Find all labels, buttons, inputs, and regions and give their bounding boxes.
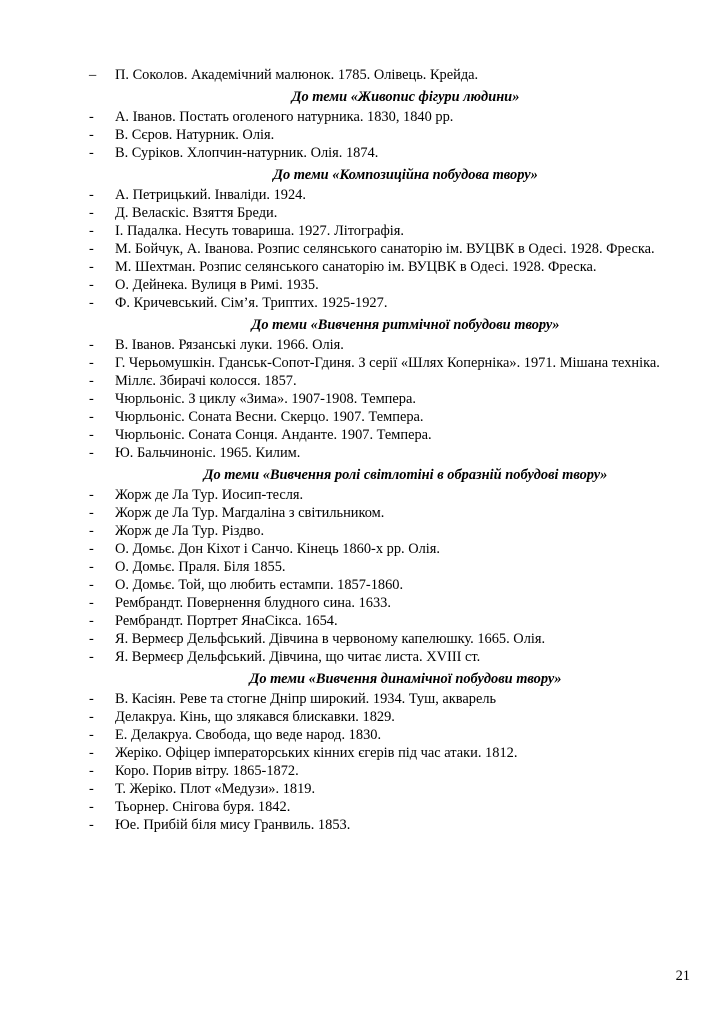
list-item-text: Жорж де Ла Тур. Иосип-тесля. <box>115 487 304 503</box>
list-item-text: В. Іванов. Рязанські луки. 1966. Олія. <box>115 337 344 353</box>
list-bullet: - <box>89 505 94 521</box>
list-item <box>88 558 689 576</box>
list-item-text: О. Домьє. Дон Кіхот і Санчо. Кінець 1860-х рр. Олія. <box>115 541 441 557</box>
bibliography-list <box>88 66 689 834</box>
list-item <box>88 780 689 798</box>
list-bullet: - <box>89 187 94 203</box>
list-bullet: - <box>89 205 94 221</box>
list-item-text: Жеріко. Офіцер імператорських кінних єгерів під час атаки. 1812. <box>115 745 518 761</box>
list-item-text: Чюрльоніс. Соната Весни. Скерцо. 1907. Темпера. <box>115 409 424 425</box>
list-bullet: - <box>89 487 94 503</box>
list-item <box>88 186 689 204</box>
list-bullet: - <box>89 355 94 371</box>
list-item <box>88 816 689 834</box>
list-bullet: - <box>89 613 94 629</box>
list-bullet: - <box>89 259 94 275</box>
list-bullet: – <box>89 67 97 83</box>
list-item-text: В. Сєров. Натурник. Олія. <box>115 127 275 143</box>
list-item <box>88 126 689 144</box>
list-item <box>88 144 689 162</box>
list-item <box>88 522 689 540</box>
list-item <box>88 762 689 780</box>
list-bullet: - <box>89 223 94 239</box>
list-item-text: О. Домьє. Праля. Біля 1855. <box>115 559 286 575</box>
list-item-text: Д. Веласкіс. Взяття Бреди. <box>115 205 278 221</box>
list-item-text: Т. Жеріко. Плот «Медузи». 1819. <box>115 781 316 797</box>
list-item-text: А. Іванов. Постать оголеного натурника. 1830, 1840 рр. <box>115 109 454 125</box>
list-bullet: - <box>89 631 94 647</box>
list-item <box>88 222 689 240</box>
list-item-text: Жорж де Ла Тур. Магдаліна з світильником. <box>115 505 385 521</box>
list-item-text: О. Домьє. Той, що любить естампи. 1857-1860. <box>115 577 404 593</box>
list-item <box>88 108 689 126</box>
section-heading: До теми «Вивчення динамічної побудови твору» <box>249 671 562 687</box>
list-bullet: - <box>89 763 94 779</box>
list-bullet: - <box>89 427 94 443</box>
list-bullet: - <box>89 709 94 725</box>
list-bullet: - <box>89 817 94 833</box>
list-item <box>88 444 689 462</box>
list-bullet: - <box>89 295 94 311</box>
list-item-text: П. Соколов. Академічний малюнок. 1785. Олівець. Крейда. <box>115 67 479 83</box>
list-item-text: Я. Вермеєр Дельфський. Дівчина в червоному капелюшку. 1665. Олія. <box>115 631 546 647</box>
list-item-text: Ю. Бальчиноніс. 1965. Килим. <box>115 445 301 461</box>
list-item <box>88 336 689 354</box>
list-item <box>88 630 689 648</box>
list-item <box>88 576 689 594</box>
list-item-text: Чюрльоніс. Соната Сонця. Анданте. 1907. Темпера. <box>115 427 432 443</box>
list-item-text: Чюрльоніс. З циклу «Зима». 1907-1908. Темпера. <box>115 391 416 407</box>
list-item <box>88 612 689 630</box>
list-item-text: О. Дейнека. Вулиця в Римі. 1935. <box>115 277 319 293</box>
list-item <box>88 648 689 666</box>
list-item-text: Г. Черьомушкін. Гданськ-Сопот-Гдиня. З серії «Шлях Коперніка». 1971. Мішана техніка. <box>115 355 660 371</box>
list-bullet: - <box>89 145 94 161</box>
list-item <box>88 408 689 426</box>
list-item <box>88 240 689 258</box>
list-bullet: - <box>89 409 94 425</box>
list-bullet: - <box>89 109 94 125</box>
section-heading: До теми «Вивчення ритмічної побудови твору» <box>251 317 560 333</box>
list-item <box>88 540 689 558</box>
list-bullet: - <box>89 373 94 389</box>
list-item-text: Юе. Прибій біля мису Гранвиль. 1853. <box>115 817 351 833</box>
section-heading: До теми «Композиційна побудова твору» <box>273 167 538 183</box>
list-bullet: - <box>89 727 94 743</box>
list-bullet: - <box>89 391 94 407</box>
list-item-text: Ф. Кричевський. Сім’я. Триптих. 1925-1927. <box>115 295 388 311</box>
list-item <box>88 204 689 222</box>
list-item <box>88 594 689 612</box>
list-item-text: І. Падалка. Несуть товариша. 1927. Літографія. <box>115 223 405 239</box>
list-item <box>88 690 689 708</box>
list-bullet: - <box>89 523 94 539</box>
list-item <box>88 354 689 372</box>
section-heading: До теми «Живопис фігури людини» <box>291 89 520 105</box>
list-item <box>88 372 689 390</box>
list-bullet: - <box>89 691 94 707</box>
list-bullet: - <box>89 577 94 593</box>
page-number: 21 <box>675 968 690 984</box>
list-item <box>88 294 689 312</box>
list-item <box>88 744 689 762</box>
list-bullet: - <box>89 337 94 353</box>
list-item-text: Делакруа. Кінь, що злякався блискавки. 1829. <box>115 709 395 725</box>
list-item <box>88 708 689 726</box>
list-item <box>88 504 689 522</box>
list-item <box>88 486 689 504</box>
list-item-text: Рембрандт. Повернення блудного сина. 1633. <box>115 595 391 611</box>
list-item-text: Коро. Порив вітру. 1865-1872. <box>115 763 299 779</box>
list-item-text: Тьорнер. Снігова буря. 1842. <box>115 799 291 815</box>
list-item-text: Рембрандт. Портрет ЯнаСікса. 1654. <box>115 613 338 629</box>
list-item <box>88 258 689 276</box>
list-bullet: - <box>89 781 94 797</box>
list-bullet: - <box>89 541 94 557</box>
list-item-text: Міллє. Збирачі колосся. 1857. <box>115 373 297 389</box>
list-item-text: В. Суріков. Хлопчин-натурник. Олія. 1874. <box>115 145 379 161</box>
list-bullet: - <box>89 745 94 761</box>
list-item <box>88 66 689 84</box>
list-bullet: - <box>89 277 94 293</box>
list-item-text: Я. Вермеєр Дельфський. Дівчина, що читає листа. XVIII ст. <box>115 649 481 665</box>
list-item-text: В. Касіян. Реве та стогне Дніпр широкий. 1934. Туш, акварель <box>115 691 497 707</box>
list-bullet: - <box>89 799 94 815</box>
list-bullet: - <box>89 127 94 143</box>
list-item-text: Жорж де Ла Тур. Різдво. <box>115 523 265 539</box>
list-item-text: А. Петрицький. Інваліди. 1924. <box>115 187 306 203</box>
list-item <box>88 276 689 294</box>
list-bullet: - <box>89 559 94 575</box>
section-heading: До теми «Вивчення ролі світлотіні в образній побудові твору» <box>203 467 608 483</box>
list-item <box>88 426 689 444</box>
list-item-text: М. Шехтман. Розпис селянського санаторію ім. ВУЦВК в Одесі. 1928. Фреска. <box>115 259 597 275</box>
list-bullet: - <box>89 595 94 611</box>
list-item-text: М. Бойчук, А. Іванова. Розпис селянського санаторію ім. ВУЦВК в Одесі. 1928. Фреска. <box>115 241 655 257</box>
list-bullet: - <box>89 241 94 257</box>
list-item <box>88 798 689 816</box>
list-item-text: Е. Делакруа. Свобода, що веде народ. 1830. <box>115 727 382 743</box>
list-item <box>88 390 689 408</box>
list-bullet: - <box>89 445 94 461</box>
list-bullet: - <box>89 649 94 665</box>
list-item <box>88 726 689 744</box>
